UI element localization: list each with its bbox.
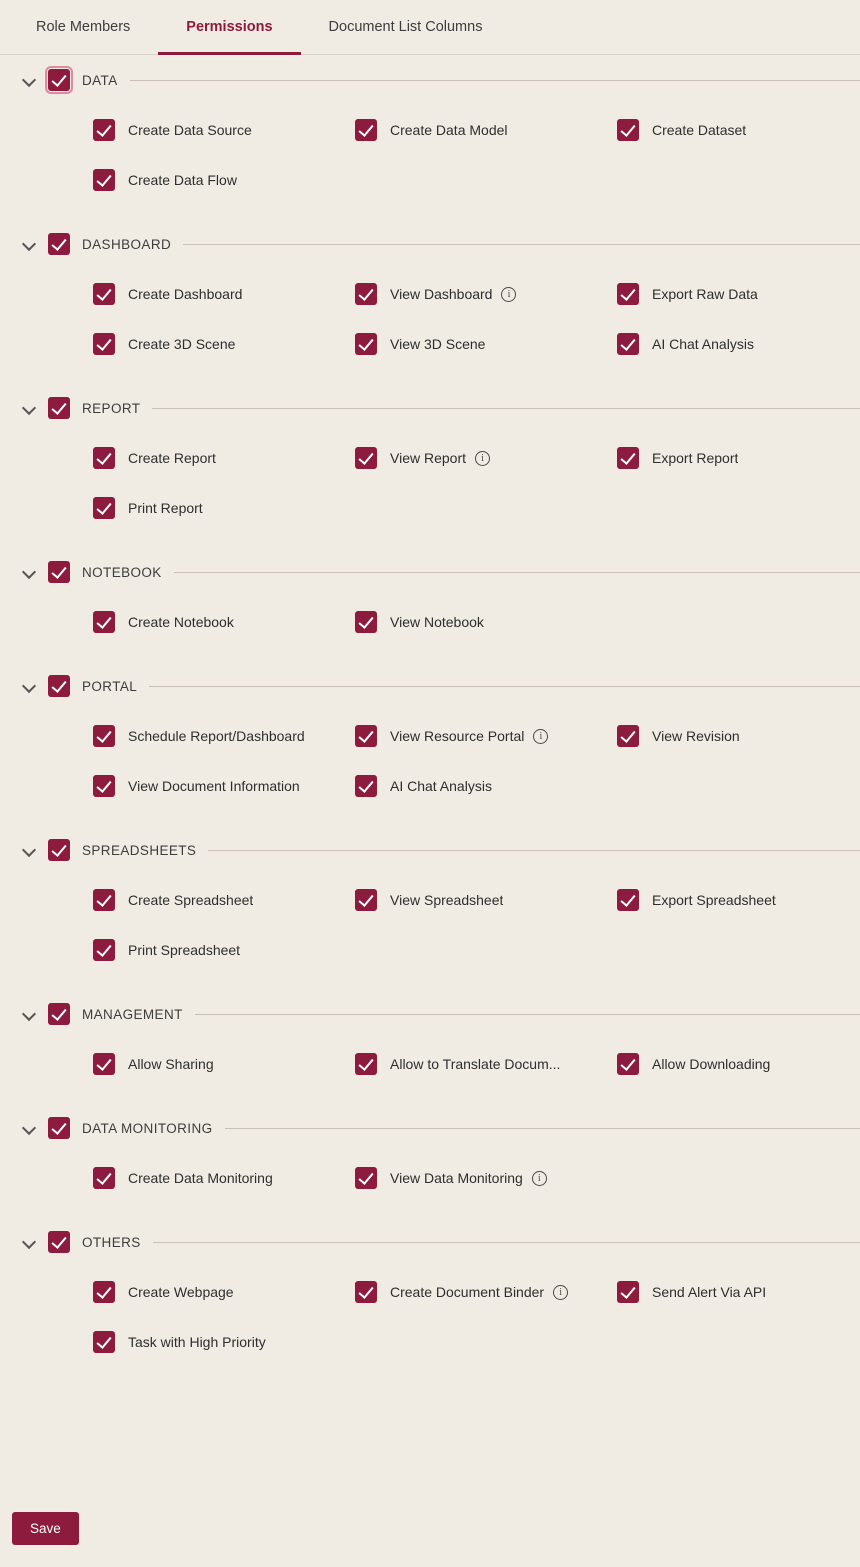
group-title: NOTEBOOK <box>82 564 162 580</box>
permission-label: Export Raw Data <box>652 286 758 302</box>
permission-label: View Resource Portal <box>390 728 525 744</box>
permission-checkbox[interactable] <box>355 611 377 633</box>
permission-item[interactable] <box>355 611 617 633</box>
permission-item[interactable] <box>355 119 617 141</box>
permission-row <box>0 597 860 647</box>
group-title: MANAGEMENT <box>82 1006 183 1022</box>
group-checkbox-dashboard[interactable] <box>48 233 70 255</box>
permission-label: View Revision <box>652 728 740 744</box>
permission-item[interactable] <box>93 1281 355 1303</box>
group-title: DASHBOARD <box>82 236 172 252</box>
permission-item[interactable] <box>617 283 860 305</box>
permission-row <box>0 925 860 975</box>
permission-checkbox[interactable] <box>617 889 639 911</box>
permission-item[interactable] <box>617 1281 860 1303</box>
permission-label: Create Report <box>128 450 216 466</box>
permissions-panel <box>0 55 860 1567</box>
permission-row <box>0 1267 860 1317</box>
permission-label: AI Chat Analysis <box>390 778 492 794</box>
tab-label: Permissions <box>186 19 273 35</box>
permission-checkbox[interactable] <box>93 333 115 355</box>
permission-checkbox[interactable] <box>93 1331 115 1353</box>
permission-item[interactable] <box>355 775 617 797</box>
permission-row <box>0 433 860 483</box>
group-checkbox-data[interactable] <box>48 69 70 91</box>
tab-label: Role Members <box>36 19 131 35</box>
permission-group-dashboard <box>0 219 860 383</box>
permission-item[interactable] <box>617 725 860 747</box>
save-bar <box>0 1500 860 1567</box>
permission-group-others <box>0 1217 860 1381</box>
permission-label: Create Dashboard <box>128 286 243 302</box>
permission-checkbox[interactable] <box>93 119 115 141</box>
permission-label: Print Spreadsheet <box>128 942 241 958</box>
divider <box>130 80 860 81</box>
permission-label: Create 3D Scene <box>128 336 236 352</box>
permission-checkbox[interactable] <box>617 119 639 141</box>
permission-item[interactable] <box>93 283 355 305</box>
permission-item[interactable] <box>93 939 355 961</box>
permission-checkbox[interactable] <box>617 1281 639 1303</box>
tab-bar <box>0 0 860 55</box>
permission-checkbox[interactable] <box>617 283 639 305</box>
group-checkbox-spreadsheets[interactable] <box>48 839 70 861</box>
permission-item[interactable] <box>617 119 860 141</box>
permission-checkbox[interactable] <box>93 283 115 305</box>
group-items-data-monitoring <box>0 1153 860 1217</box>
group-checkbox-management[interactable] <box>48 1003 70 1025</box>
chevron-down-icon[interactable] <box>22 1234 38 1250</box>
permission-label: Create Data Model <box>390 122 508 138</box>
group-header-spreadsheets <box>0 825 860 875</box>
permission-row <box>0 761 860 811</box>
permission-group-portal <box>0 661 860 825</box>
group-header-report <box>0 383 860 433</box>
permission-label: View Data Monitoring <box>390 1170 523 1186</box>
permission-row <box>0 1039 860 1089</box>
info-icon[interactable] <box>553 1285 568 1300</box>
tab-label: Document List Columns <box>328 19 483 35</box>
group-items-others <box>0 1267 860 1381</box>
group-title: PORTAL <box>82 678 138 694</box>
permission-row <box>0 105 860 155</box>
permission-checkbox[interactable] <box>355 889 377 911</box>
group-checkbox-notebook[interactable] <box>48 561 70 583</box>
permission-item[interactable] <box>93 447 355 469</box>
permission-item[interactable] <box>617 333 860 355</box>
permission-row <box>0 1317 860 1367</box>
permission-item[interactable] <box>617 447 860 469</box>
info-icon[interactable] <box>475 451 490 466</box>
permission-item[interactable] <box>93 333 355 355</box>
permission-item[interactable] <box>355 1167 617 1189</box>
group-checkbox-portal[interactable] <box>48 675 70 697</box>
permission-label: AI Chat Analysis <box>652 336 754 352</box>
group-title: DATA <box>82 72 118 88</box>
permission-label: Task with High Priority <box>128 1334 266 1350</box>
group-title: OTHERS <box>82 1234 141 1250</box>
permission-row <box>0 483 860 533</box>
chevron-down-icon[interactable] <box>22 400 38 416</box>
group-items-management <box>0 1039 860 1103</box>
divider <box>153 1242 860 1243</box>
permission-label: Create Webpage <box>128 1284 234 1300</box>
permission-checkbox[interactable] <box>93 1281 115 1303</box>
permission-label: View 3D Scene <box>390 336 486 352</box>
permission-checkbox[interactable] <box>93 889 115 911</box>
permission-row <box>0 319 860 369</box>
permission-row <box>0 875 860 925</box>
permission-label: Allow Downloading <box>652 1056 771 1072</box>
group-title: DATA MONITORING <box>82 1120 213 1136</box>
permission-item[interactable] <box>93 1167 355 1189</box>
permission-group-data <box>0 55 860 219</box>
permission-checkbox[interactable] <box>355 1053 377 1075</box>
permission-checkbox[interactable] <box>355 725 377 747</box>
permission-label: Create Document Binder <box>390 1284 545 1300</box>
group-checkbox-data-monitoring[interactable] <box>48 1117 70 1139</box>
divider <box>183 244 860 245</box>
permission-row <box>0 155 860 205</box>
permission-checkbox[interactable] <box>93 447 115 469</box>
group-header-others <box>0 1217 860 1267</box>
chevron-down-icon[interactable] <box>22 1120 38 1136</box>
permission-group-spreadsheets <box>0 825 860 989</box>
group-items-dashboard <box>0 269 860 383</box>
permission-label: Schedule Report/Dashboard <box>128 728 305 744</box>
group-title: REPORT <box>82 400 141 416</box>
permission-label: View Dashboard <box>390 286 493 302</box>
group-header-portal <box>0 661 860 711</box>
permission-item[interactable] <box>93 169 355 191</box>
permission-label: Print Report <box>128 500 203 516</box>
divider <box>208 850 860 851</box>
permission-label: Allow Sharing <box>128 1056 214 1072</box>
permission-item[interactable] <box>355 725 617 747</box>
chevron-down-icon[interactable] <box>22 842 38 858</box>
permission-item[interactable] <box>617 889 860 911</box>
permission-checkbox[interactable] <box>93 169 115 191</box>
divider <box>152 408 860 409</box>
save-button[interactable]: Save <box>12 1512 79 1545</box>
permission-row <box>0 1153 860 1203</box>
permission-row <box>0 711 860 761</box>
group-items-data <box>0 105 860 219</box>
permission-checkbox[interactable] <box>355 283 377 305</box>
permission-checkbox[interactable] <box>355 333 377 355</box>
permission-checkbox[interactable] <box>93 775 115 797</box>
permission-checkbox[interactable] <box>355 119 377 141</box>
permission-label: View Document Information <box>128 778 300 794</box>
permission-item[interactable] <box>93 725 355 747</box>
group-title: SPREADSHEETS <box>82 842 197 858</box>
info-icon[interactable] <box>532 1171 547 1186</box>
permission-label: View Notebook <box>390 614 484 630</box>
permission-checkbox[interactable] <box>617 725 639 747</box>
permission-item[interactable] <box>93 889 355 911</box>
group-header-data-monitoring <box>0 1103 860 1153</box>
permission-label: Create Notebook <box>128 614 234 630</box>
permission-label: Create Dataset <box>652 122 747 138</box>
group-items-notebook <box>0 597 860 661</box>
permission-group-management <box>0 989 860 1103</box>
permission-checkbox[interactable] <box>93 725 115 747</box>
permission-checkbox[interactable] <box>355 775 377 797</box>
permission-group-report <box>0 383 860 547</box>
permission-label: Allow to Translate Docum... <box>390 1056 561 1072</box>
permission-item[interactable] <box>355 1281 617 1303</box>
permission-item[interactable] <box>355 283 617 305</box>
group-checkbox-others[interactable] <box>48 1231 70 1253</box>
permission-item[interactable] <box>93 119 355 141</box>
permission-row <box>0 269 860 319</box>
group-header-dashboard <box>0 219 860 269</box>
permission-checkbox[interactable] <box>93 1167 115 1189</box>
permission-item[interactable] <box>355 889 617 911</box>
chevron-down-icon[interactable] <box>22 564 38 580</box>
tab-document-list-columns[interactable] <box>301 0 511 54</box>
permission-label: Create Spreadsheet <box>128 892 254 908</box>
permission-item[interactable] <box>355 333 617 355</box>
info-icon[interactable] <box>501 287 516 302</box>
permission-item[interactable] <box>355 1053 617 1075</box>
permission-checkbox[interactable] <box>617 447 639 469</box>
permission-label: Create Data Source <box>128 122 252 138</box>
group-items-portal <box>0 711 860 825</box>
divider <box>149 686 860 687</box>
permission-checkbox[interactable] <box>355 447 377 469</box>
permission-label: Send Alert Via API <box>652 1284 767 1300</box>
permission-checkbox[interactable] <box>355 1167 377 1189</box>
chevron-down-icon[interactable] <box>22 1006 38 1022</box>
permission-item[interactable] <box>617 1053 860 1075</box>
permission-item[interactable] <box>355 447 617 469</box>
permission-group-notebook <box>0 547 860 661</box>
permission-checkbox[interactable] <box>93 939 115 961</box>
permission-label: View Spreadsheet <box>390 892 504 908</box>
permission-label: Create Data Monitoring <box>128 1170 273 1186</box>
tab-role-members[interactable] <box>8 0 158 54</box>
group-items-spreadsheets <box>0 875 860 989</box>
permission-item[interactable] <box>93 775 355 797</box>
permission-checkbox[interactable] <box>617 1053 639 1075</box>
chevron-down-icon[interactable] <box>22 678 38 694</box>
tab-permissions[interactable] <box>158 0 300 54</box>
permission-label: Export Spreadsheet <box>652 892 776 908</box>
chevron-down-icon[interactable] <box>22 236 38 252</box>
permission-checkbox[interactable] <box>355 1281 377 1303</box>
group-checkbox-report[interactable] <box>48 397 70 419</box>
permission-item[interactable] <box>93 611 355 633</box>
permission-checkbox[interactable] <box>93 611 115 633</box>
permission-checkbox[interactable] <box>93 1053 115 1075</box>
divider <box>225 1128 860 1129</box>
info-icon[interactable] <box>533 729 548 744</box>
permission-checkbox[interactable] <box>93 497 115 519</box>
permission-label: Create Data Flow <box>128 172 237 188</box>
group-header-management <box>0 989 860 1039</box>
permission-label: View Report <box>390 450 467 466</box>
divider <box>195 1014 860 1015</box>
permission-group-data-monitoring <box>0 1103 860 1217</box>
permission-item[interactable] <box>93 1331 355 1353</box>
divider <box>174 572 860 573</box>
group-header-data <box>0 55 860 105</box>
group-header-notebook <box>0 547 860 597</box>
permission-item[interactable] <box>93 1053 355 1075</box>
permission-label: Export Report <box>652 450 739 466</box>
group-items-report <box>0 433 860 547</box>
chevron-down-icon[interactable] <box>22 72 38 88</box>
permission-item[interactable] <box>93 497 355 519</box>
permission-checkbox[interactable] <box>617 333 639 355</box>
